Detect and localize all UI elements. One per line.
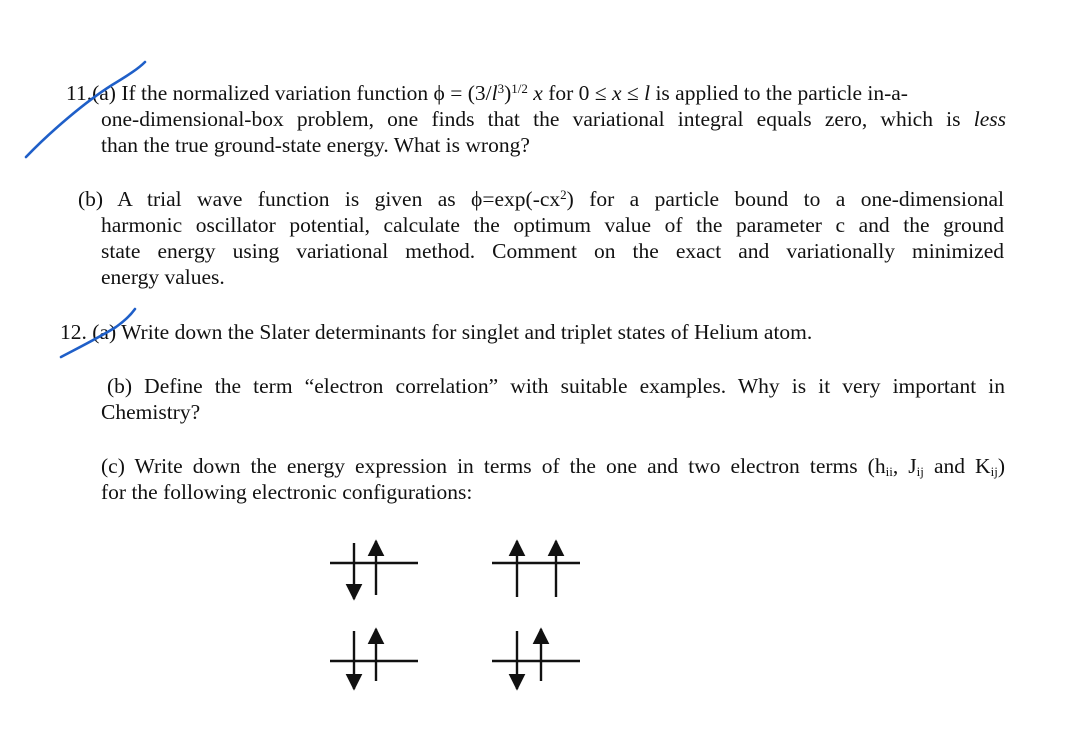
q11a-l-symbol-2: l xyxy=(644,81,651,105)
electron-configuration-diagram xyxy=(326,535,586,695)
q11a-x-symbol: x xyxy=(533,81,543,105)
q12c-line2: for the following electronic configurations: xyxy=(101,480,473,504)
q12b-line2: Chemistry? xyxy=(101,400,201,424)
q12b-line1: (b) Define the term “electron correlation” with suitable examples. Why is it very important in xyxy=(107,374,1005,398)
check-mark-11 xyxy=(26,62,145,157)
q11a-exp3: 3 xyxy=(497,81,505,96)
q11a-text-3: is applied to the particle in-a- xyxy=(650,81,908,105)
q11a-text-2: for 0 ≤ xyxy=(542,81,607,105)
question-number-11: 11. xyxy=(66,81,93,105)
q11a-exp-half: 1/2 xyxy=(511,81,528,96)
q12a-text: Write down the Slater determinants for singlet and triplet states of Helium atom. xyxy=(121,320,813,344)
q12c-j: , J xyxy=(892,454,917,478)
q12c-text: (c) Write down the energy expression in terms of the one and two electron terms (h xyxy=(101,454,886,478)
q11a-text-1: If the normalized variation function ϕ = (3/ xyxy=(121,81,492,105)
config-top-left xyxy=(330,541,418,599)
q11a-line3: than the true ground-state energy. What is wrong? xyxy=(101,133,530,157)
check-mark-12 xyxy=(61,309,135,357)
q12c-sub-ij-1: ij xyxy=(916,464,924,479)
q11a-l-symbol: l xyxy=(491,81,498,105)
config-bottom-right xyxy=(492,629,580,689)
q11b-line3: state energy using variational method. Comment on the exact and variationally minimized xyxy=(101,239,1004,263)
q11a-line2-text: one-dimensional-box problem, one finds that the variational integral equals zero, which is xyxy=(101,107,974,131)
q12c-close: ) xyxy=(997,454,1005,478)
question-number-12: 12. xyxy=(60,320,87,344)
config-top-right xyxy=(492,541,580,597)
q12c-k: and K xyxy=(923,454,991,478)
q11a-less: less xyxy=(973,107,1006,131)
q12c-sub-ii: ii xyxy=(885,464,893,479)
q11a-close-paren: ) xyxy=(504,81,512,105)
config-bottom-left xyxy=(330,629,418,689)
q11b-line2: harmonic oscillator potential, calculate the optimum value of the parameter c and the ground xyxy=(101,213,1004,237)
q11a-x-symbol-2: x xyxy=(611,81,622,105)
q11b-line1-pre: (b) A trial wave function is given as ϕ=exp(-cx xyxy=(78,187,561,211)
q12c-sub-ij-2: ij xyxy=(990,464,998,479)
q11b-line1-post: ) for a particle bound to a one-dimensional xyxy=(566,187,1004,211)
q12a-label: (a) xyxy=(92,320,117,344)
q11b-sup: 2 xyxy=(560,187,567,202)
q11a-le: ≤ xyxy=(621,81,645,105)
q11a-label: (a) xyxy=(92,81,116,105)
q11b-line4: energy values. xyxy=(101,265,225,289)
